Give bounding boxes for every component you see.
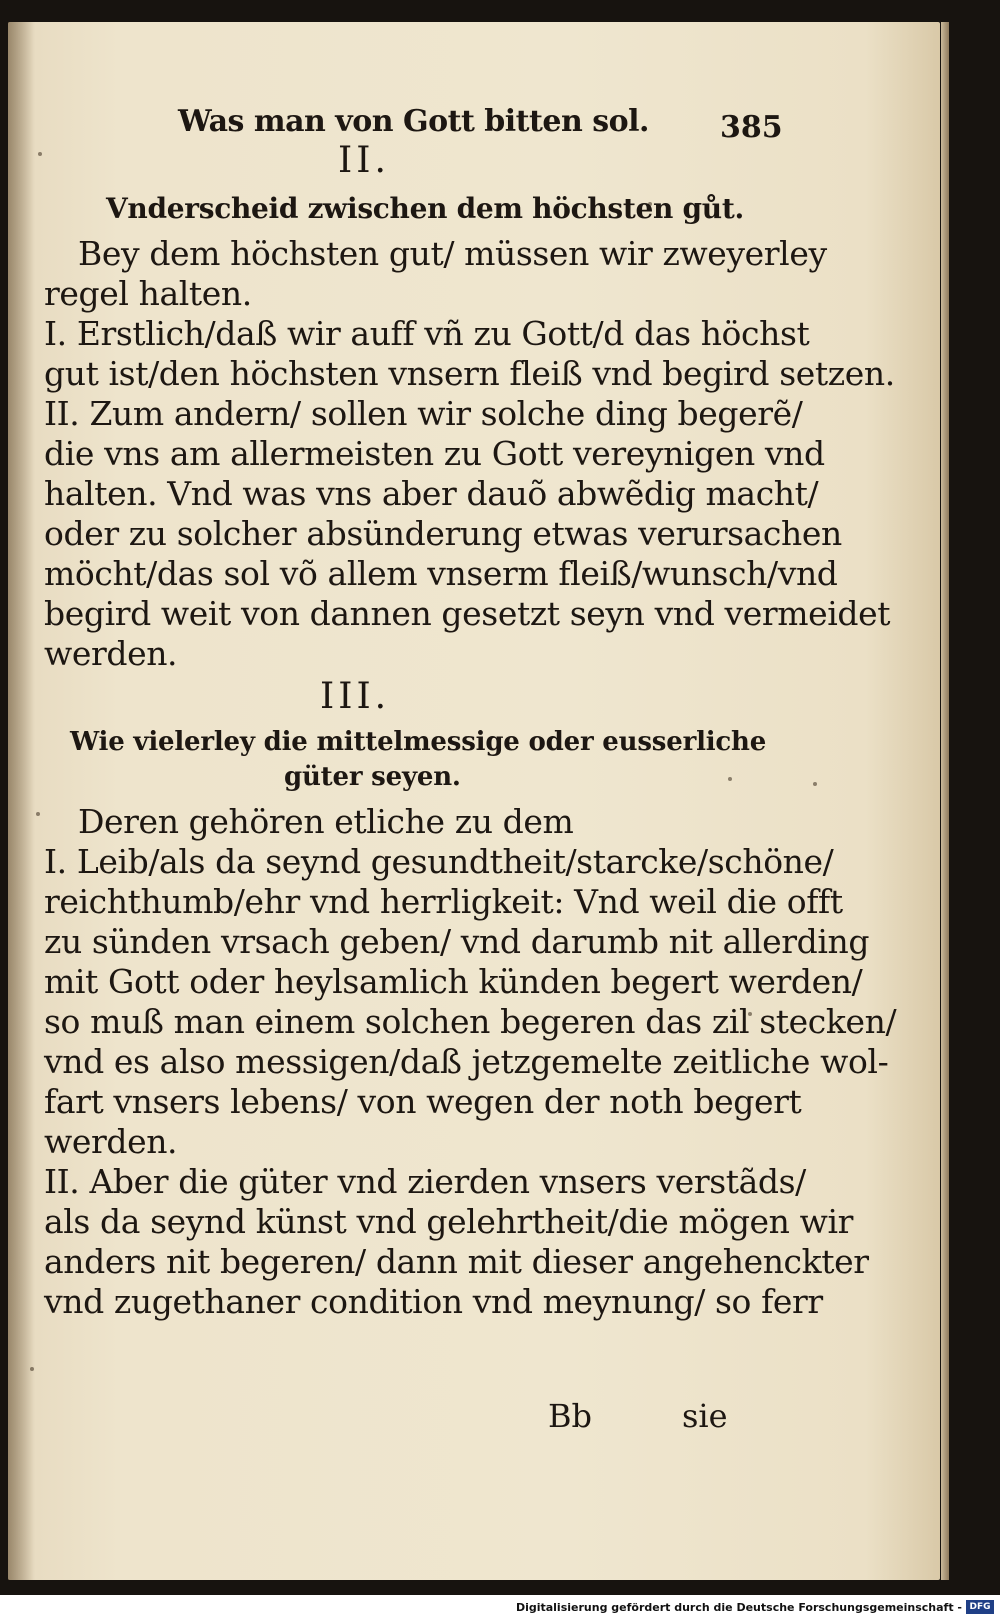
text-line: oder zu solcher absünderung etwas verursachen xyxy=(44,514,842,553)
spine-shadow xyxy=(8,22,34,1580)
ink-speck xyxy=(30,1367,34,1371)
text-line: fart vnsers lebens/ von wegen der noth begert xyxy=(44,1082,802,1121)
section-numeral: II. xyxy=(338,140,390,181)
text-line: werden. xyxy=(44,634,178,673)
text-line: halten. Vnd was vns aber dauõ abwẽdig macht/ xyxy=(44,474,819,513)
book-page xyxy=(8,22,940,1580)
text-line: vnd es also messigen/daß jetzgemelte zeitliche wol- xyxy=(44,1042,889,1081)
section-title-line: Wie vielerley die mittelmessige oder eusserliche xyxy=(70,727,767,757)
text-line: möcht/das sol võ allem vnserm fleiß/wunsch/vnd xyxy=(44,554,838,593)
section-title: Vnderscheid zwischen dem höchsten gůt. xyxy=(106,192,744,225)
section-numeral: III. xyxy=(320,676,391,717)
ink-speck xyxy=(38,152,42,156)
page-edge xyxy=(941,22,949,1580)
signature-mark: Bb xyxy=(548,1397,592,1435)
text-line: so muß man einem solchen begeren das zil stecken/ xyxy=(44,1002,897,1041)
text-line: I. Erstlich/daß wir auff vñ zu Gott/d das höchst xyxy=(44,314,810,353)
text-line: II. Aber die güter vnd zierden vnsers verstãds/ xyxy=(44,1162,806,1201)
text-line: die vns am allermeisten zu Gott vereynigen vnd xyxy=(44,434,825,473)
dfg-logo: DFG xyxy=(966,1600,994,1614)
ink-speck xyxy=(813,782,817,786)
text-line: anders nit begeren/ dann mit dieser angehenckter xyxy=(44,1242,869,1281)
section-title-line: güter seyen. xyxy=(284,762,461,792)
page-number: 385 xyxy=(720,110,783,145)
text-line: Bey dem höchsten gut/ müssen wir zweyerley xyxy=(78,234,827,273)
running-head: Was man von Gott bitten sol. xyxy=(178,104,649,139)
text-line: regel halten. xyxy=(44,274,252,313)
text-line: II. Zum andern/ sollen wir solche ding begerẽ/ xyxy=(44,394,803,433)
text-line: als da seynd künst vnd gelehrtheit/die mögen wir xyxy=(44,1202,853,1241)
text-line: begird weit von dannen gesetzt seyn vnd vermeidet xyxy=(44,594,891,633)
text-line: mit Gott oder heylsamlich künden begert werden/ xyxy=(44,962,863,1001)
ink-speck xyxy=(36,812,40,816)
funding-credit: Digitalisierung gefördert durch die Deutsche Forschungsgemeinschaft - xyxy=(515,1601,962,1614)
text-line: gut ist/den höchsten vnsern fleiß vnd begird setzen. xyxy=(44,354,895,393)
text-line: I. Leib/als da seynd gesundtheit/starcke/schöne/ xyxy=(44,842,834,881)
text-line: reichthumb/ehr vnd herrligkeit: Vnd weil die offt xyxy=(44,882,843,921)
ink-speck xyxy=(728,777,732,781)
text-line: Deren gehören etliche zu dem xyxy=(78,802,574,841)
text-line: werden. xyxy=(44,1122,178,1161)
text-line: vnd zugethaner condition vnd meynung/ so ferr xyxy=(44,1282,823,1321)
text-line: zu sünden vrsach geben/ vnd darumb nit allerding xyxy=(44,922,870,961)
catchword: sie xyxy=(682,1397,728,1435)
